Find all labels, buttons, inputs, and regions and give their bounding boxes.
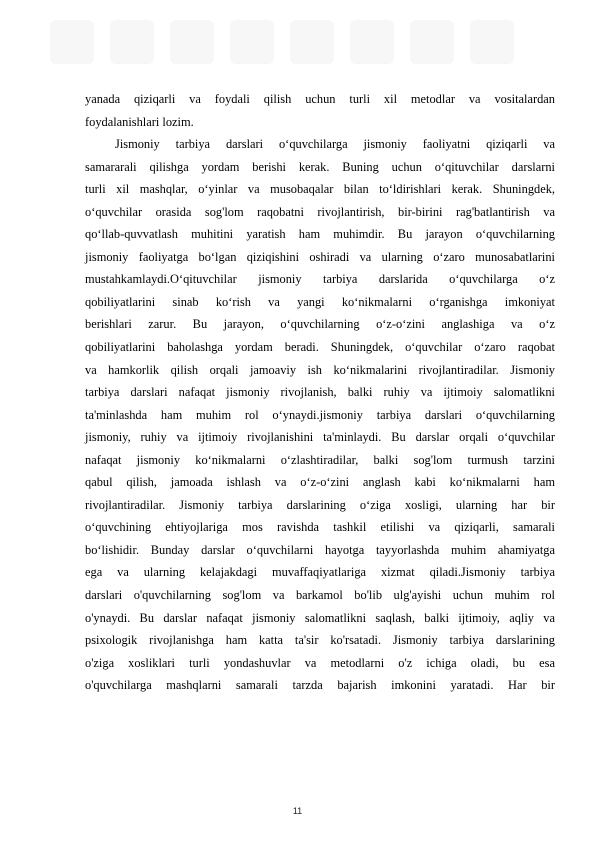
text-line: qabul qilish, jamoada ishlash va o‘z-o‘zini anglash kabi ko‘nikmalarni ham bbox=[85, 475, 555, 490]
text-line: qobiliyatlarini sinab ko‘rish va yangi ko‘nikmalarni o‘rganishga imkoniyat bbox=[85, 294, 555, 309]
text-line: jismoniy faoliyatga bo‘lgan qiziqishini oshiradi va ularning o‘zaro munosabatlarini bbox=[85, 249, 555, 264]
text-line: turli xil mashqlar, o‘yinlar va musobaqalar bilan to‘ldirishlari kerak. Shuningdek, bbox=[85, 182, 555, 197]
text-line: o'ziga xosliklari turli yondashuvlar va metodlarni o'z ichiga oladi, bu esa bbox=[85, 655, 555, 670]
text-line: ega va ularning kelajakdagi muvaffaqiyatlariga xizmat qiladi.Jismoniy tarbiya bbox=[85, 565, 555, 580]
text-line: va hamkorlik qilish orqali jamoaviy ish ko‘nikmalarini rivojlantiradilar. Jismoniy bbox=[85, 362, 555, 377]
text-line: tarbiya darslari nafaqat jismoniy rivojlanish, balki ruhiy va ijtimoiy salomatlikni bbox=[85, 385, 555, 400]
text-line: o'quvchilarga mashqlarni samarali tarzda bajarish imkonini yaratadi. Har bir bbox=[85, 678, 555, 693]
text-line: bo‘lishidir. Bunday darslar o‘quvchilarni hayotga tayyorlashda muhim ahamiyatga bbox=[85, 542, 555, 557]
text-line: samararali qilishga yordam berishi kerak. Buning uchun o‘qituvchilar darslarni bbox=[85, 159, 555, 174]
text-line: nafaqat jismoniy ko‘nikmalarni o‘zlashtiradilar, balki sog'lom turmush tarzini bbox=[85, 452, 555, 467]
text-line: o‘quvchilar orasida sog'lom raqobatni rivojlantirish, bir-birini rag'batlantirish va bbox=[85, 204, 555, 219]
text-line: psixologik rivojlanishga ham katta ta'sir ko'rsatadi. Jismoniy tarbiya darslarining bbox=[85, 633, 555, 648]
text-line: darslari o'quvchilarning sog'lom va barkamol bo'lib ulg'ayishi uchun muhim rol bbox=[85, 588, 555, 603]
text-line: foydalanishlari lozim. bbox=[85, 114, 194, 129]
watermark-logo bbox=[50, 2, 545, 72]
body-text bbox=[85, 88, 555, 697]
text-line: qobiliyatlarini baholashga yordam beradi. Shuningdek, o‘quvchilar o‘zaro raqobat bbox=[85, 340, 555, 355]
text-line: berishlari zarur. Bu jarayon, o‘quvchilarning o‘z-o‘zini anglashiga va o‘z bbox=[85, 317, 555, 332]
text-line: mustahkamlaydi.O‘qituvchilar jismoniy tarbiya darslarida o‘quvchilarga o‘z bbox=[85, 272, 555, 287]
text-line: qo‘llab-quvvatlash muhitini yaratish ham muhimdir. Bu jarayon o‘quvchilarning bbox=[85, 227, 555, 242]
text-line: ta'minlashda ham muhim rol o‘ynaydi.jismoniy tarbiya darslari o‘quvchilarning bbox=[85, 407, 555, 422]
text-line: yanada qiziqarli va foydali qilish uchun turli xil metodlar va vositalardan bbox=[85, 92, 555, 106]
text-line: Jismoniy tarbiya darslari o‘quvchilarga jismoniy faoliyatni qiziqarli va bbox=[115, 137, 555, 152]
page-number: 11 bbox=[292, 806, 303, 816]
text-line: o'ynaydi. Bu darslar nafaqat jismoniy salomatlikni saqlash, balki ijtimoiy, aqliy va bbox=[85, 610, 555, 625]
text-line: jismoniy, ruhiy va ijtimoiy rivojlanishini ta'minlaydi. Bu darslar orqali o‘quvchilar bbox=[85, 430, 555, 445]
text-line: rivojlantiradilar. Jismoniy tarbiya darslarining o‘ziga xosligi, ularning har bir bbox=[85, 497, 555, 512]
text-line: o‘quvchining ehtiyojlariga mos ravishda tashkil etilishi va qiziqarli, samarali bbox=[85, 520, 555, 535]
